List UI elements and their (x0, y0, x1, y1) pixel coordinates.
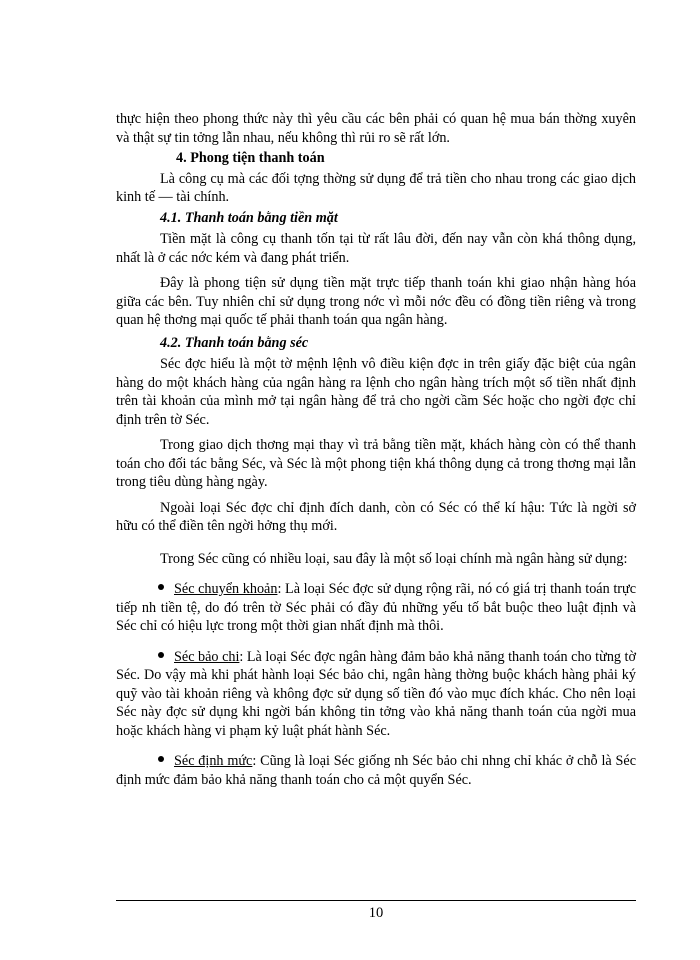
paragraph-payment-means: Là công cụ mà các đối tợng thờng sử dụng để trả tiền cho nhau trong các giao dịch kinh tế — tài chính. (116, 170, 636, 205)
list-item-text: : Cũng là loại Séc giống nh Séc bảo chi nhng chỉ khác ở chỗ là Séc định mức đảm bảo khả năng thanh toán cho cả một quyển Séc. (116, 753, 636, 788)
list-item-text: : Là loại Séc đợc ngân hàng đảm bảo khả năng thanh toán cho từng tờ Séc. Do vậy mà khi phát hành loại Séc bảo chi, ngân hàng thờng buộc khách hàng phải ký quỹ vào tài khoản riêng và không đợc sử dụng số tiền đó vào mục đích khác. Cho nên loại Séc này đợc sử dụng khi ngời bán không tin tởng vào khả năng thanh toán của ngời mua hoặc khách hàng vi phạm kỷ luật phát hành Séc. (116, 648, 636, 739)
list-item-term: Séc chuyển khoản (174, 581, 278, 597)
paragraph-cheque-1: Séc đợc hiểu là một tờ mệnh lệnh vô điều kiện đợc in trên giấy đặc biệt của ngân hàng do một khách hàng của ngân hàng ra lệnh cho ngân hàng trích một số tiền nhất định trên tài khoản của mình mở tại ngân hàng để trả cho ngời cầm Séc hoặc cho ngời đợc chỉ định trên tờ Séc. (116, 356, 636, 428)
list-item (116, 752, 636, 789)
bullet-icon (158, 584, 164, 590)
paragraph-cheque-2: Trong giao dịch thơng mại thay vì trả bằng tiền mặt, khách hàng còn có thể thanh toán cho đối tác bằng Séc, và Séc là một phong tiện khá thông dụng cả trong thơng mại lẫn trong tiêu dùng hàng ngày. (116, 437, 636, 490)
list-item (116, 648, 636, 741)
document-body (116, 110, 636, 789)
list-item-text: : Là loại Séc đợc sử dụng rộng rãi, nó có giá trị thanh toán trực tiếp nh tiền tệ, do đó trên tờ Séc phải có đầy đủ những yếu tố bắt buộc theo luật định và Séc chỉ có hiệu lực trong một thời gian nhất định mà thôi. (116, 581, 636, 634)
paragraph-cash-1: Tiền mặt là công cụ thanh tốn tại từ rất lâu đời, đến nay vẫn còn khá thông dụng, nhất là ở các nớc kém và đang phát triển. (116, 231, 636, 266)
list-item (116, 580, 636, 636)
bullet-icon (158, 756, 164, 762)
paragraph-intro: thực hiện theo phong thức này thì yêu cầu các bên phải có quan hệ mua bán thờng xuyên và thật sự tin tởng lẫn nhau, nếu không thì rủi ro sẽ rất lớn. (116, 111, 636, 146)
list-item-term: Séc bảo chi (174, 648, 240, 665)
footer-divider (116, 900, 636, 901)
heading-payment-means: 4. Phong tiện thanh toán (176, 150, 325, 166)
paragraph-cheque-4: Trong Séc cũng có nhiều loại, sau đây là một số loại chính mà ngân hàng sử dụng: (160, 550, 628, 567)
list-item-term: Séc định mức (174, 753, 253, 769)
bullet-icon (158, 652, 164, 658)
page-number: 10 (368, 905, 384, 921)
paragraph-cheque-3: Ngoài loại Séc đợc chỉ định đích danh, còn có Séc có thể kí hậu: Tức là ngời sở hữu có thể điền tên ngời hởng thụ mới. (116, 499, 636, 534)
paragraph-cash-2: Đây là phong tiện sử dụng tiền mặt trực tiếp thanh toán khi giao nhận hàng hóa giữa các bên. Tuy nhiên chỉ sử dụng trong nớc vì mỗi nớc đều có đồng tiền riêng và trong quan hệ thơng mại quốc tế phải thanh toán qua ngân hàng. (116, 275, 636, 328)
heading-cheque-payment: 4.2. Thanh toán bằng séc (160, 334, 309, 351)
heading-cash-payment: 4.1. Thanh toán bằng tiền mặt (160, 209, 338, 226)
